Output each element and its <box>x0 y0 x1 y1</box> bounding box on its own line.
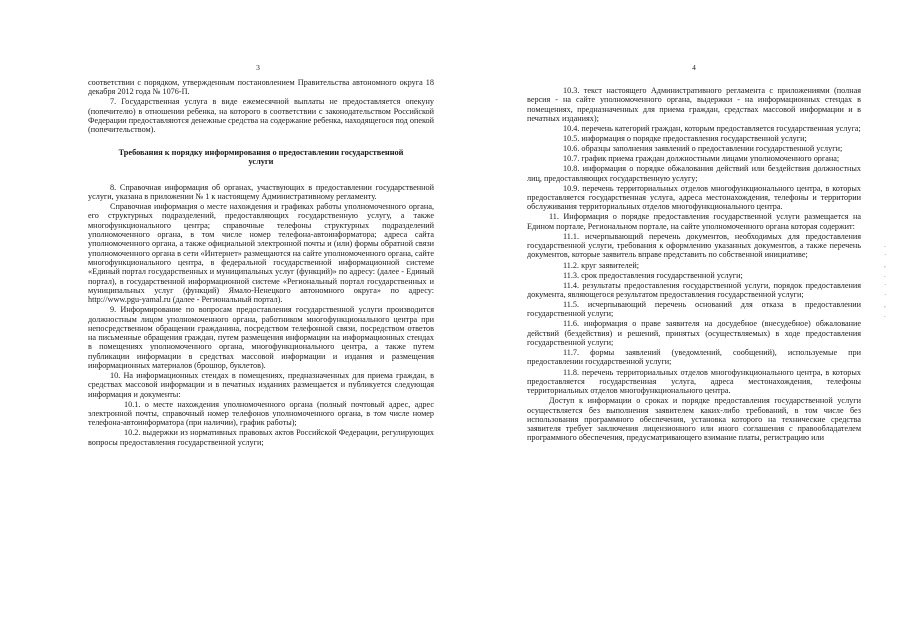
paragraph: 11.2. круг заявителей; <box>563 260 640 270</box>
section-heading: Требования к порядку информирования о предоставлении государственной услуги <box>118 147 404 167</box>
paragraph: 10.3. текст настоящего Административного регламента с приложениями (полная версия - на сайте уполномоченного органа, выдержки - на информационных стендах в помещениях, предназначенных для приема граждан, средствах массовой информации и в печатных изданиях); <box>527 86 861 123</box>
paragraph: 10.4. перечень категорий граждан, которым предоставляется государственная услуга; <box>563 123 861 133</box>
paragraph: 10.2. выдержки из нормативных правовых актов Российской Федерации, регулирующих вопросы предоставления государственной услуги; <box>88 428 434 447</box>
left-page <box>88 0 434 640</box>
paragraph: 10.9. перечень территориальных отделов многофункционального центра, в которых предоставляется государственная услуга, адреса местонахождения, телефоны и территории обслуживания территориальных отделов многофункционального центра. <box>527 183 861 212</box>
paragraph: 10.5. информация о порядке предоставления государственной услуги; <box>563 134 807 144</box>
paragraph: 10.1. о месте нахождения уполномоченного органа (полный почтовый адрес, адрес электронной почты, справочный номер телефонов уполномоченного органа, в том числе номер телефона-автоинформатора (при наличии), график работы); <box>88 399 434 428</box>
paragraph: Доступ к информации о сроках и порядке предоставления государственной услуги осуществляется без выполнения заявителем каких-либо требований, в том числе без использования программного обеспечения, установка которого на технические средства заявителя требует заключения лицензионного или иного соглашения с правообладателем программного обеспечения, предусматривающего взимание платы, регистрацию или <box>527 396 861 443</box>
paragraph: 10.8. информация о порядке обжалования действий или бездействия должностных лиц, предоставляющих государственную услугу; <box>527 164 861 183</box>
right-paragraphs <box>527 86 861 443</box>
left-page-content <box>88 78 434 448</box>
paragraph: 11.3. срок предоставления государственной услуги; <box>563 270 743 280</box>
paragraph: 10.6. образцы заполнения заявлений о предоставлении государственной услуги; <box>563 144 843 154</box>
paragraph: 11.8. перечень территориальных отделов многофункционального центра, в которых предоставляется государственная услуга, адреса местонахождения, телефоны территориальных отделов многофункционального центра. <box>527 367 861 396</box>
paragraph: 11.5. исчерпывающий перечень оснований для отказа в предоставлении государственной услуги; <box>527 300 861 319</box>
right-page-content <box>527 86 861 444</box>
paragraph: 11.4. результаты предоставления государственной услуги, порядок предоставления документа, являющегося результатом предоставления государственной услуги; <box>527 280 861 299</box>
page-number: 3 <box>256 63 260 72</box>
paragraph: 11.7. формы заявлений (уведомлений, сообщений), используемые при предоставлении государственной услуги; <box>527 348 861 367</box>
paragraph: 11. Информация о порядке предоставления государственной услуги размещается на Едином портале, Региональном портале, на сайте уполномоченного органа которая содержит: <box>527 212 861 231</box>
paragraph: 10. На информационных стендах в помещениях, предназначенных для приема граждан, в средствах массовой информации и в печатных изданиях размещается и публикуется следующая информация и документы: <box>88 371 434 399</box>
page-number: 4 <box>692 63 696 72</box>
left-paragraphs-bottom <box>88 183 434 447</box>
paragraph: Справочная информация о месте нахождения и графиках работы уполномоченного органа, его структурных подразделений, предоставляющих государственную услугу, а также многофункционального центра; справочные телефоны структурных подразделений уполномоченного органа, в том числе номер телефона-автоинформатора; адреса сайта уполномоченного органа, а также официальной электронной почты и (или) формы обратной связи уполномоченного органа в сети «Интернет» размещаются на сайте уполномоченного органа, сайте многофункционального центра, в федеральной государственной информационной системе «Единый портал государственных и муниципальных услуг (функций)» по адресу: (далее - Единый портал), в государственной информационной системе «Региональный портал государственных и муниципальных услуг (функций) Ямало-Ненецкого автономного округа» по адресу: http://www.pgu-yamal.ru (далее - Региональный портал). <box>88 202 434 305</box>
left-paragraphs-top <box>88 78 434 135</box>
paragraph: 11.1. исчерпывающий перечень документов, необходимых для предоставления государственной услуги, требования к оформлению указанных документов, а также перечень документов, которые заявитель вправе представить по собственной инициативе; <box>527 231 861 260</box>
paragraph: 7. Государственная услуга в виде ежемесячной выплаты не предоставляется опекуну (попечителю) в отношении ребенка, на которого в соответствии с законодательством Российской Федерации предоставляются денежные средства на содержание ребенка, находящегося под опекой (попечительством). <box>88 97 434 135</box>
paragraph: 8. Справочная информация об органах, участвующих в предоставлении государственной услуги, указана в приложении № 1 к настоящему Административному регламенту. <box>88 182 434 202</box>
right-page <box>527 0 861 640</box>
paragraph: 9. Информирование по вопросам предоставления государственной услуги производится должностным лицом уполномоченного органа, работником многофункционального центра при непосредственном обращении гражданина, посредством телефонной связи, посредством ответов на письменные обращения граждан, путем размещения информации на информационных стендах в помещениях уполномоченного органа, многофункционального центра, а также путем публикации информации в средствах массовой информации и издания и размещения информационных материалов (брошюр, буклетов). <box>88 305 434 370</box>
scan-margin-marks: . · , . · · , . <box>884 241 887 319</box>
paragraph: соответствии с порядком, утвержденным постановлением Правительства автономного округа 18 декабря 2012 года № 1076-П. <box>88 78 434 97</box>
paragraph: 10.7. график приема граждан должностными лицами уполномоченного органа; <box>563 154 840 164</box>
paragraph: 11.6. информация о праве заявителя на досудебное (внесудебное) обжалование действий (бездействия) и решений, принятых (осуществляемых) в ходе предоставления государственной услуги; <box>527 319 861 348</box>
